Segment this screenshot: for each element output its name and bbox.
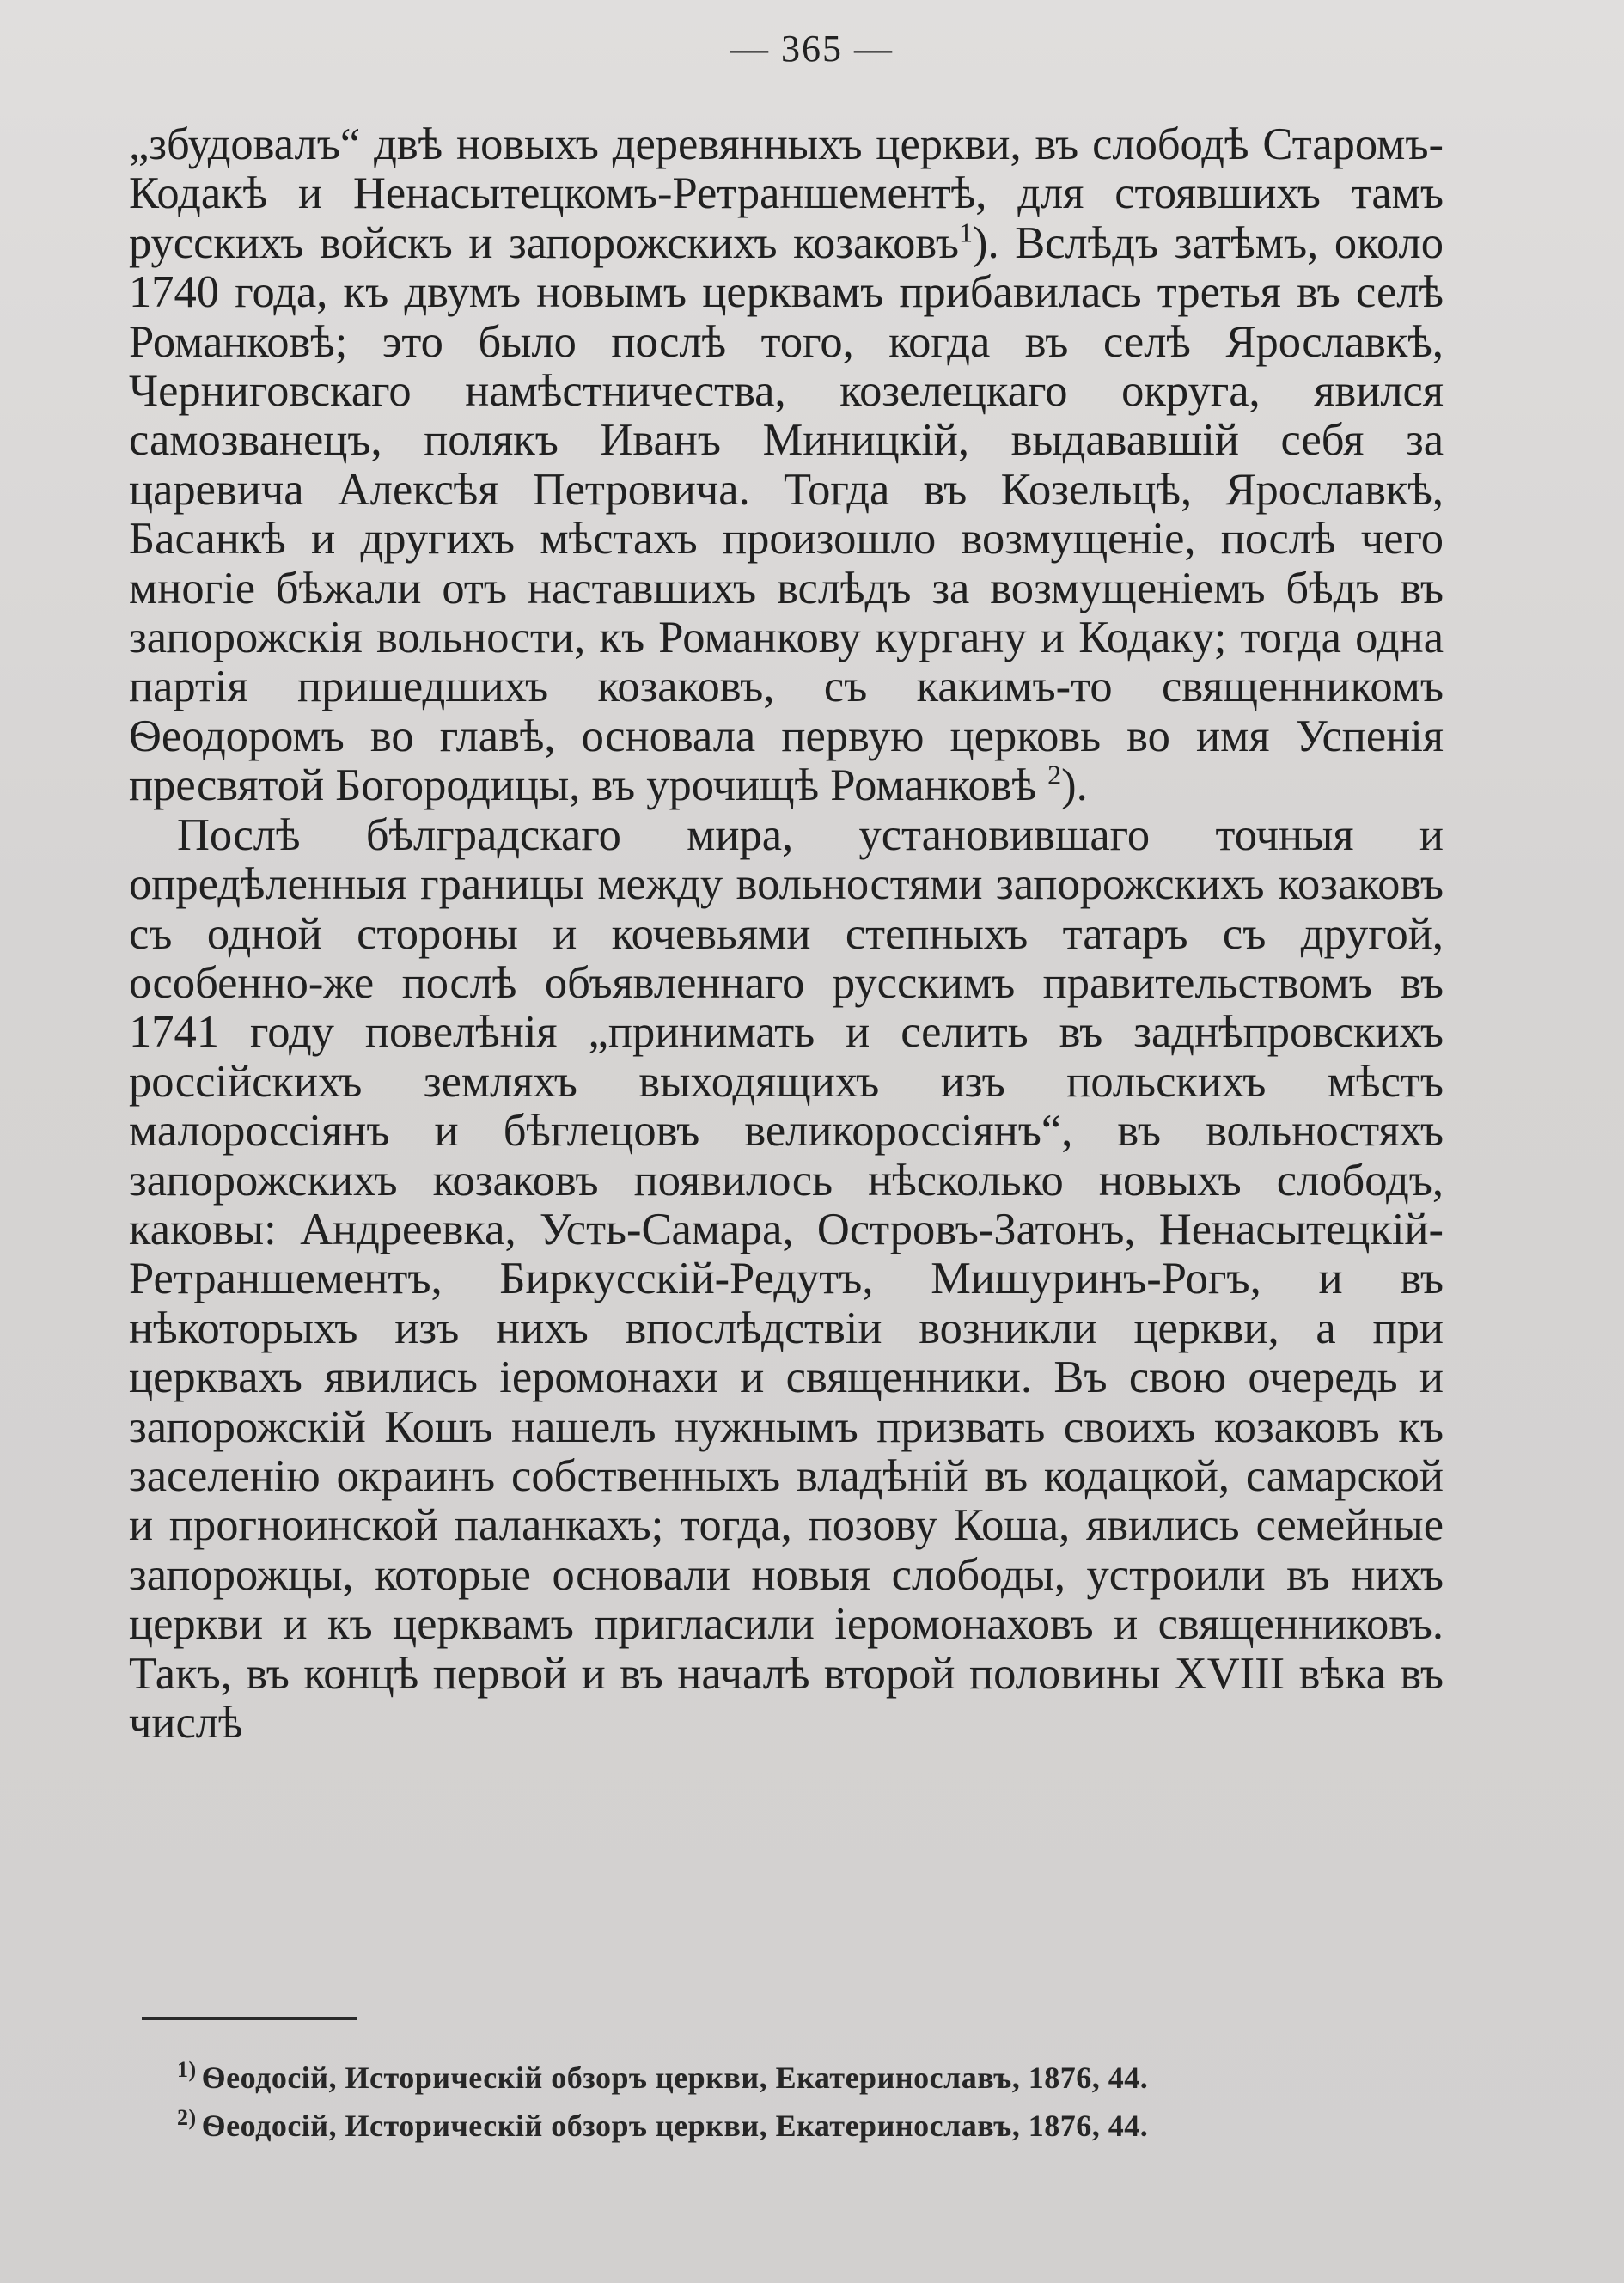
paragraph-2: Послѣ бѣлградскаго мира, установившаго точныя и опредѣленныя границы между вольностями запорожскихъ козаковъ съ одной стороны и кочевьями степныхъ татаръ съ другой, особенно-же послѣ объявленнаго русскимъ правительствомъ въ 1741 году повелѣнія „принимать и селить въ заднѣпровскихъ россійскихъ земляхъ выходящихъ изъ польскихъ мѣстъ малороссіянъ и бѣглецовъ великороссіянъ“, въ вольностяхъ запорожскихъ козаковъ появилось нѣсколько новыхъ слободъ, каковы: Андреевка, Усть-Самара, Островъ-Затонъ, Ненасытецкій-Ретраншементъ, Биркусскій-Редутъ, Мишуринъ-Рогъ, и въ нѣкоторыхъ изъ нихъ впослѣдствіи возникли церкви, а при церквахъ явились іеромонахи и священники. Въ свою очередь и запорожскій Кошъ нашелъ нужнымъ призвать своихъ козаковъ къ заселенію окраинъ собственныхъ владѣній въ кодацкой, самарской и прогноинской паланкахъ; тогда, позову Коша, явились семейные запорожцы, которые основали новыя слободы, устроили въ нихъ церкви и къ церквамъ пригласили іеромонаховъ и священниковъ. Такъ, въ концѣ первой и въ началѣ второй половины XVIII вѣка въ числѣ — [129, 809, 1444, 1748]
footnote-1 — [177, 2054, 1423, 2102]
page-number: — 365 — — [730, 27, 894, 70]
main-text — [129, 120, 1444, 1748]
paragraph-1-text-b: ). Вслѣдъ затѣмъ, около 1740 года, къ двумъ новымъ церквамъ прибавилась третья въ селѣ Романковѣ; это было послѣ того, когда въ селѣ Ярославкѣ, Черниговскаго намѣстничества, козелецкаго округа, явился самозванецъ, полякъ Иванъ Миницкій, выдававшій себя за царевича Алексѣя Петровича. Тогда въ Козельцѣ, Ярославкѣ, Басанкѣ и другихъ мѣстахъ произошло возмущеніе, послѣ чего многіе бѣжали отъ наставшихъ вслѣдъ за возмущеніемъ бѣдъ въ запорожскія вольности, къ Романкову кургану и Кодаку; тогда одна партія пришедшихъ козаковъ, съ какимъ-то священникомъ Ѳеодоромъ во главѣ, основала первую церковь во имя Успенія пресвятой Богородицы, въ урочищѣ Романковѣ — [129, 217, 1444, 811]
footnote-2 — [177, 2102, 1423, 2150]
footnote-2-text: Ѳеодосій, Историческій обзоръ церкви, Екатеринославъ, 1876, 44. — [201, 2109, 1149, 2143]
footnote-divider — [142, 2017, 357, 2020]
paragraph-1-text: „збудовалъ“ двѣ новыхъ деревянныхъ церкви, въ слободѣ Старомъ-Кодакѣ и Ненасытецкомъ-Ретраншементѣ, для стоявшихъ тамъ русскихъ войскъ и запорожскихъ козаковъ — [129, 119, 1444, 268]
footnotes — [177, 2054, 1423, 2150]
paragraph-1-text-c: ). — [1061, 760, 1088, 811]
footnote-1-text: Ѳеодосій, Историческій обзоръ церкви, Екатеринославъ, 1876, 44. — [201, 2060, 1149, 2095]
footnote-1-mark: 1) — [177, 2057, 197, 2082]
paragraph-1 — [129, 120, 1444, 811]
footnote-ref-1: 1 — [959, 217, 973, 248]
footnote-2-mark: 2) — [177, 2105, 197, 2130]
footnote-ref-2: 2 — [1047, 759, 1062, 791]
